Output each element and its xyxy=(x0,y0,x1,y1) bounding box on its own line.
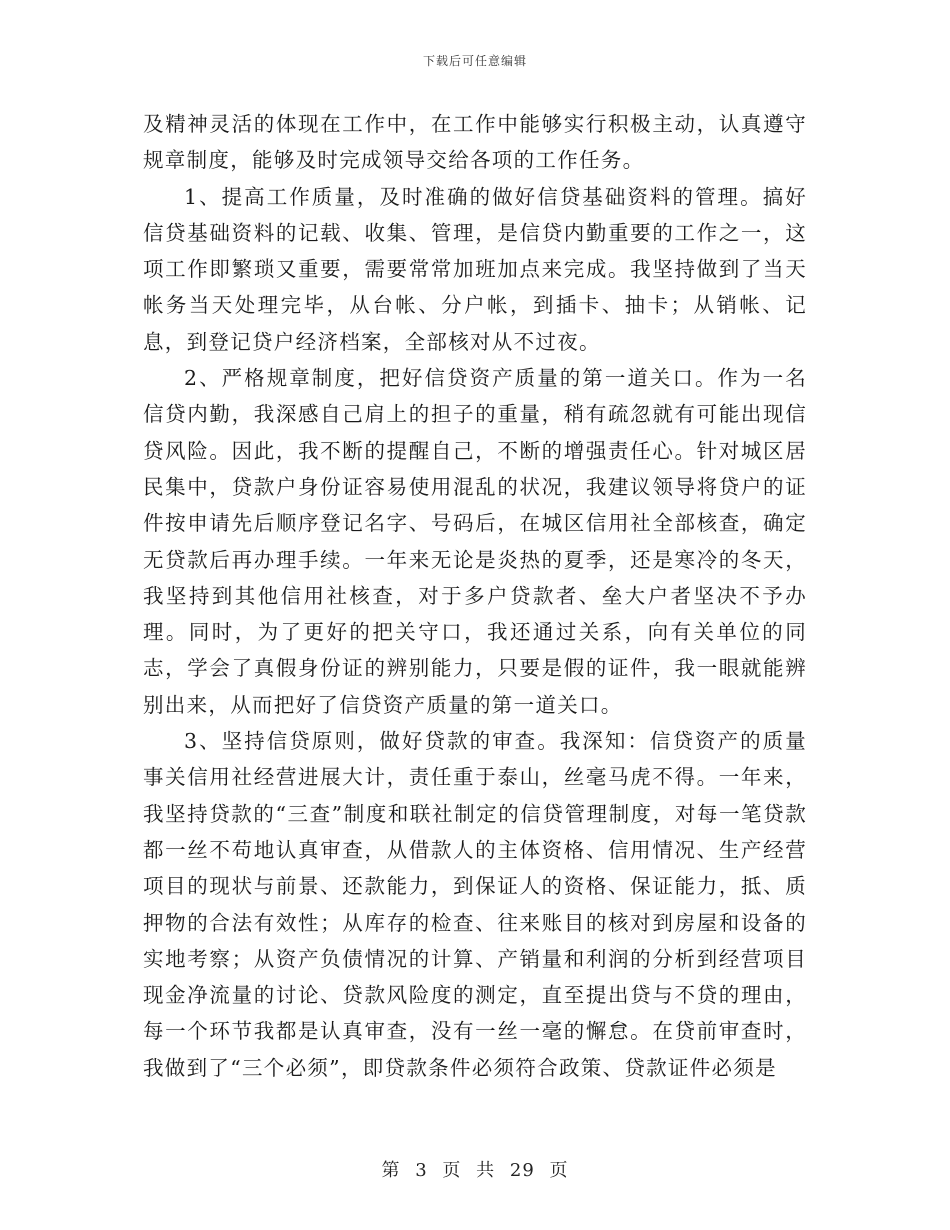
footer-prefix: 第 xyxy=(381,1160,401,1181)
paragraph-item-3: 3、坚持信贷原则，做好贷款的审查。我深知：信贷资产的质量事关信用社经营进展大计，责任重于泰山，丝毫马虎不得。一年来，我坚持贷款的“三查”制度和联社制定的信贷管理制度，对每一笔贷款都一丝不苟地认真审查，从借款人的主体资格、信用情况、生产经营项目的现状与前景、还款能力，到保证人的资格、保证能力，抵、质押物的合法有效性；从库存的检查、往来账目的核对到房屋和设备的实地考察；从资产负债情况的计算、产销量和利润的分析到经营项目现金净流量的讨论、贷款风险度的测定，直至提出贷与不贷的理由，每一个环节我都是认真审查，没有一丝一毫的懈怠。在贷前审查时，我做到了“三个必须”，即贷款条件必须符合政策、贷款证件必须是 xyxy=(143,729,807,1080)
paragraph-continuation: 及精神灵活的体现在工作中，在工作中能够实行积极主动，认真遵守规章制度，能够及时完成领导交给各项的工作任务。 xyxy=(143,112,807,173)
header-note: 下载后可任意编辑 xyxy=(422,54,527,68)
footer-suffix: 页 xyxy=(549,1160,569,1181)
current-page-number: 3 xyxy=(415,1160,428,1181)
page-footer xyxy=(0,1156,950,1182)
footer-page-word: 页 xyxy=(442,1160,462,1181)
paragraph-item-1: 1、提高工作质量，及时准确的做好信贷基础资料的管理。搞好信贷基础资料的记载、收集、管理，是信贷内勤重要的工作之一，这项工作即繁琐又重要，需要常常加班加点来完成。我坚持做到了当天帐务当天处理完毕，从台帐、分户帐，到插卡、抽卡；从销帐、记息，到登记贷户经济档案，全部核对从不过夜。 xyxy=(143,184,807,354)
total-page-count: 29 xyxy=(509,1160,535,1181)
footer-total-word: 共 xyxy=(476,1160,496,1181)
paragraph-item-2: 2、严格规章制度，把好信贷资产质量的第一道关口。作为一名信贷内勤，我深感自己肩上的担子的重量，稍有疏忽就有可能出现信贷风险。因此，我不断的提醒自己，不断的增强责任心。针对城区居民集中，贷款户身份证容易使用混乱的状况，我建议领导将贷户的证件按申请先后顺序登记名字、号码后，在城区信用社全部核查，确定无贷款后再办理手续。一年来无论是炎热的夏季，还是寒冷的冬天，我坚持到其他信用社核查，对于多户贷款者、垒大户者坚决不予办理。同时，为了更好的把关守口，我还通过关系，向有关单位的同志，学会了真假身份证的辨别能力，只要是假的证件，我一眼就能辨别出来，从而把好了信贷资产质量的第一道关口。 xyxy=(143,366,807,717)
document-body xyxy=(143,106,807,1086)
